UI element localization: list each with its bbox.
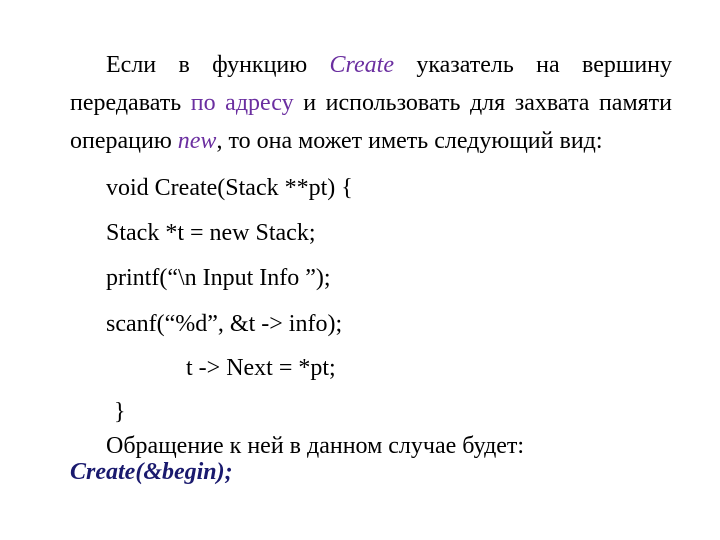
code-closing-brace: } bbox=[114, 399, 126, 425]
code-line-2: Stack *t = new Stack; bbox=[106, 220, 316, 246]
intro-line-2-suffix: и использовать для захвата памяти bbox=[303, 90, 673, 116]
intro-line-1 bbox=[70, 46, 672, 84]
intro-line-1-suffix: указатель на вершину bbox=[416, 52, 673, 78]
intro-line-2-prefix: передавать bbox=[70, 90, 182, 116]
create-call-example: Create(&begin); bbox=[70, 459, 233, 485]
new-keyword: new bbox=[177, 128, 217, 154]
code-line-1: void Create(Stack **pt) { bbox=[106, 175, 353, 201]
by-address-highlight: по адресу bbox=[190, 90, 294, 116]
intro-line-3-prefix: операцию bbox=[70, 128, 172, 154]
code-line-3: printf(“\n Input Info ”); bbox=[106, 265, 331, 291]
intro-line-3-suffix: , то она может иметь следующий вид: bbox=[216, 128, 603, 154]
intro-line-1-prefix: Если в функцию bbox=[106, 52, 308, 78]
intro-paragraph bbox=[70, 46, 672, 160]
intro-line-3 bbox=[70, 122, 672, 160]
code-line-5: t -> Next = *pt; bbox=[186, 355, 336, 381]
outro-text: Обращение к ней в данном случае будет: bbox=[106, 433, 525, 459]
code-line-4: scanf(“%d”, &t -> info); bbox=[106, 311, 343, 337]
create-keyword: Create bbox=[329, 52, 394, 78]
intro-line-2 bbox=[70, 84, 672, 122]
